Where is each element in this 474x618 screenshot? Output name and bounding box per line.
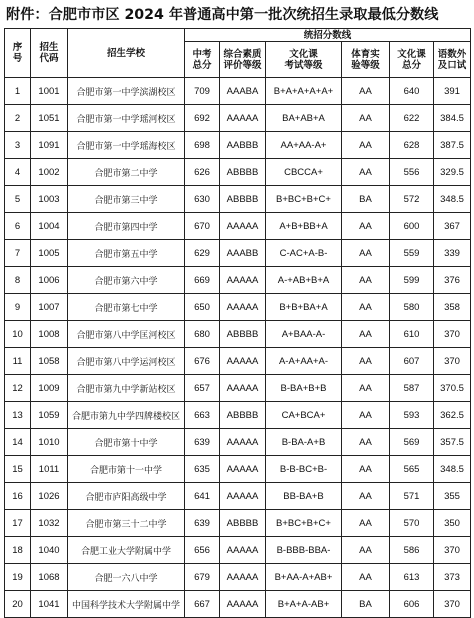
cell-culture-total: 586 <box>390 537 434 564</box>
cell-culture: B+A+A-AB+ <box>266 591 342 618</box>
cell-pe: AA <box>342 213 390 240</box>
cell-culture-total: 606 <box>390 591 434 618</box>
table-row <box>5 294 471 321</box>
cell-total: 626 <box>185 159 220 186</box>
cell-total: 667 <box>185 591 220 618</box>
cell-quality: ABBBB <box>220 510 266 537</box>
cell-quality: AAAAA <box>220 348 266 375</box>
cell-code: 1041 <box>31 591 68 618</box>
cell-culture: BA+AB+A <box>266 105 342 132</box>
cell-seq: 13 <box>5 402 31 429</box>
cell-seq: 2 <box>5 105 31 132</box>
cell-pe: AA <box>342 321 390 348</box>
cell-culture-total: 599 <box>390 267 434 294</box>
cell-school: 合肥市庐阳高级中学 <box>68 483 185 510</box>
table-row <box>5 105 471 132</box>
cell-seq: 20 <box>5 591 31 618</box>
cell-total: 709 <box>185 78 220 105</box>
cell-culture: B+B+BA+A <box>266 294 342 321</box>
cell-lang: 384.5 <box>434 105 471 132</box>
header-pe: 体育实 验等级 <box>342 42 390 78</box>
cell-pe: AA <box>342 159 390 186</box>
cell-total: 650 <box>185 294 220 321</box>
cell-school: 合肥市第九中学四牌楼校区 <box>68 402 185 429</box>
cell-code: 1005 <box>31 240 68 267</box>
table-row <box>5 159 471 186</box>
table-row <box>5 213 471 240</box>
cell-lang: 357.5 <box>434 429 471 456</box>
cell-lang: 329.5 <box>434 159 471 186</box>
table-row <box>5 483 471 510</box>
cell-culture: B-BBB-BBA- <box>266 537 342 564</box>
table-row <box>5 510 471 537</box>
cell-culture-total: 572 <box>390 186 434 213</box>
cell-pe: AA <box>342 132 390 159</box>
cell-pe: AA <box>342 267 390 294</box>
cell-lang: 339 <box>434 240 471 267</box>
cell-code: 1008 <box>31 321 68 348</box>
cell-quality: AAABB <box>220 240 266 267</box>
cell-code: 1009 <box>31 375 68 402</box>
cell-pe: AA <box>342 564 390 591</box>
cell-total: 676 <box>185 348 220 375</box>
cell-pe: AA <box>342 456 390 483</box>
cell-total: 698 <box>185 132 220 159</box>
cell-seq: 11 <box>5 348 31 375</box>
cell-code: 1001 <box>31 78 68 105</box>
cell-code: 1051 <box>31 105 68 132</box>
cell-seq: 12 <box>5 375 31 402</box>
table-row <box>5 348 471 375</box>
cell-school: 合肥市第一中学瑶海校区 <box>68 132 185 159</box>
cell-school: 中国科学技术大学附属中学 <box>68 591 185 618</box>
table-row <box>5 78 471 105</box>
cell-school: 合肥市第六中学 <box>68 267 185 294</box>
cell-school: 合肥市第一中学滨湖校区 <box>68 78 185 105</box>
cell-seq: 3 <box>5 132 31 159</box>
cell-culture-total: 556 <box>390 159 434 186</box>
cell-culture-total: 571 <box>390 483 434 510</box>
cell-culture: B+BC+B+C+ <box>266 186 342 213</box>
cell-school: 合肥市第十一中学 <box>68 456 185 483</box>
cell-code: 1003 <box>31 186 68 213</box>
cell-pe: AA <box>342 510 390 537</box>
cell-pe: AA <box>342 429 390 456</box>
cell-pe: AA <box>342 402 390 429</box>
cell-lang: 362.5 <box>434 402 471 429</box>
table-row <box>5 537 471 564</box>
cell-culture: CA+BCA+ <box>266 402 342 429</box>
cell-seq: 4 <box>5 159 31 186</box>
score-table <box>4 28 471 618</box>
cell-lang: 391 <box>434 78 471 105</box>
cell-culture-total: 569 <box>390 429 434 456</box>
cell-code: 1002 <box>31 159 68 186</box>
cell-school: 合肥市第八中学匡河校区 <box>68 321 185 348</box>
cell-seq: 16 <box>5 483 31 510</box>
cell-lang: 370 <box>434 348 471 375</box>
cell-total: 669 <box>185 267 220 294</box>
cell-seq: 18 <box>5 537 31 564</box>
cell-culture-total: 613 <box>390 564 434 591</box>
cell-culture-total: 640 <box>390 78 434 105</box>
cell-seq: 8 <box>5 267 31 294</box>
cell-quality: ABBBB <box>220 186 266 213</box>
table-row <box>5 186 471 213</box>
cell-pe: AA <box>342 105 390 132</box>
cell-quality: AAAAA <box>220 537 266 564</box>
cell-quality: ABBBB <box>220 159 266 186</box>
cell-culture: B+BC+B+C+ <box>266 510 342 537</box>
cell-pe: AA <box>342 294 390 321</box>
table-row <box>5 591 471 618</box>
cell-code: 1059 <box>31 402 68 429</box>
cell-school: 合肥市第一中学瑶河校区 <box>68 105 185 132</box>
cell-culture: CBCCA+ <box>266 159 342 186</box>
cell-pe: AA <box>342 375 390 402</box>
cell-culture-total: 565 <box>390 456 434 483</box>
cell-lang: 373 <box>434 564 471 591</box>
header-lang: 语数外 及口试 <box>434 42 471 78</box>
cell-quality: AAABA <box>220 78 266 105</box>
cell-culture-total: 559 <box>390 240 434 267</box>
table-row <box>5 456 471 483</box>
cell-school: 合肥市第五中学 <box>68 240 185 267</box>
cell-seq: 5 <box>5 186 31 213</box>
table-row <box>5 267 471 294</box>
cell-lang: 370.5 <box>434 375 471 402</box>
cell-quality: AAAAA <box>220 105 266 132</box>
cell-code: 1026 <box>31 483 68 510</box>
cell-quality: AABBB <box>220 132 266 159</box>
cell-culture: B-BA-A+B <box>266 429 342 456</box>
cell-lang: 348.5 <box>434 456 471 483</box>
cell-code: 1011 <box>31 456 68 483</box>
cell-school: 合肥市第三中学 <box>68 186 185 213</box>
cell-lang: 370 <box>434 321 471 348</box>
cell-culture: A-+AB+B+A <box>266 267 342 294</box>
table-row <box>5 402 471 429</box>
cell-quality: AAAAA <box>220 564 266 591</box>
cell-total: 641 <box>185 483 220 510</box>
cell-seq: 9 <box>5 294 31 321</box>
cell-code: 1058 <box>31 348 68 375</box>
cell-culture-total: 622 <box>390 105 434 132</box>
cell-culture-total: 580 <box>390 294 434 321</box>
cell-seq: 10 <box>5 321 31 348</box>
header-group: 统招分数线 <box>185 29 471 42</box>
cell-pe: AA <box>342 483 390 510</box>
cell-total: 635 <box>185 456 220 483</box>
cell-culture-total: 610 <box>390 321 434 348</box>
cell-culture-total: 628 <box>390 132 434 159</box>
cell-lang: 358 <box>434 294 471 321</box>
header-school: 招生学校 <box>68 29 185 78</box>
cell-school: 合肥市第七中学 <box>68 294 185 321</box>
table-row <box>5 132 471 159</box>
cell-school: 合肥市第三十二中学 <box>68 510 185 537</box>
cell-code: 1010 <box>31 429 68 456</box>
cell-quality: AAAAA <box>220 375 266 402</box>
cell-school: 合肥市第十中学 <box>68 429 185 456</box>
cell-pe: AA <box>342 537 390 564</box>
cell-seq: 14 <box>5 429 31 456</box>
page-title: 附件：合肥市市区 2024 年普通高中第一批次统招生录取最低分数线 <box>6 7 439 23</box>
header-seq: 序 号 <box>5 29 31 78</box>
cell-school: 合肥一六八中学 <box>68 564 185 591</box>
cell-culture-total: 587 <box>390 375 434 402</box>
cell-lang: 350 <box>434 510 471 537</box>
cell-school: 合肥市第八中学运河校区 <box>68 348 185 375</box>
cell-culture: C-AC+A-B- <box>266 240 342 267</box>
cell-total: 656 <box>185 537 220 564</box>
cell-pe: AA <box>342 78 390 105</box>
cell-culture: A+BAA-A- <box>266 321 342 348</box>
cell-code: 1091 <box>31 132 68 159</box>
cell-quality: ABBBB <box>220 321 266 348</box>
cell-quality: AAAAA <box>220 267 266 294</box>
cell-school: 合肥市第四中学 <box>68 213 185 240</box>
header-culture: 文化课 考试等级 <box>266 42 342 78</box>
cell-quality: AAAAA <box>220 294 266 321</box>
table-row <box>5 564 471 591</box>
cell-lang: 348.5 <box>434 186 471 213</box>
cell-lang: 370 <box>434 537 471 564</box>
cell-code: 1032 <box>31 510 68 537</box>
cell-quality: AAAAA <box>220 456 266 483</box>
cell-total: 639 <box>185 510 220 537</box>
cell-lang: 387.5 <box>434 132 471 159</box>
cell-code: 1040 <box>31 537 68 564</box>
cell-pe: AA <box>342 348 390 375</box>
cell-total: 663 <box>185 402 220 429</box>
table-row <box>5 429 471 456</box>
cell-lang: 370 <box>434 591 471 618</box>
cell-culture: BB-BA+B <box>266 483 342 510</box>
cell-total: 657 <box>185 375 220 402</box>
cell-culture: B+AA-A+AB+ <box>266 564 342 591</box>
cell-seq: 17 <box>5 510 31 537</box>
cell-total: 670 <box>185 213 220 240</box>
cell-seq: 1 <box>5 78 31 105</box>
cell-school: 合肥工业大学附属中学 <box>68 537 185 564</box>
cell-quality: AAAAA <box>220 591 266 618</box>
cell-school: 合肥市第二中学 <box>68 159 185 186</box>
cell-quality: AAAAA <box>220 213 266 240</box>
cell-lang: 376 <box>434 267 471 294</box>
cell-lang: 367 <box>434 213 471 240</box>
cell-lang: 355 <box>434 483 471 510</box>
cell-pe: BA <box>342 591 390 618</box>
header-culture-total: 文化课 总分 <box>390 42 434 78</box>
table-row <box>5 321 471 348</box>
cell-quality: ABBBB <box>220 402 266 429</box>
cell-culture-total: 600 <box>390 213 434 240</box>
cell-seq: 19 <box>5 564 31 591</box>
header-code: 招生 代码 <box>31 29 68 78</box>
cell-culture-total: 593 <box>390 402 434 429</box>
cell-culture-total: 607 <box>390 348 434 375</box>
cell-code: 1007 <box>31 294 68 321</box>
cell-pe: BA <box>342 186 390 213</box>
cell-total: 629 <box>185 240 220 267</box>
header-total: 中考 总分 <box>185 42 220 78</box>
cell-culture: B-B-BC+B- <box>266 456 342 483</box>
header-quality: 综合素质 评价等级 <box>220 42 266 78</box>
cell-culture: B-BA+B+B <box>266 375 342 402</box>
cell-total: 630 <box>185 186 220 213</box>
cell-school: 合肥市第九中学新站校区 <box>68 375 185 402</box>
cell-culture: A-A+AA+A- <box>266 348 342 375</box>
cell-culture: B+A+A+A+A+ <box>266 78 342 105</box>
cell-seq: 7 <box>5 240 31 267</box>
cell-seq: 15 <box>5 456 31 483</box>
cell-total: 680 <box>185 321 220 348</box>
cell-total: 639 <box>185 429 220 456</box>
cell-pe: AA <box>342 240 390 267</box>
cell-seq: 6 <box>5 213 31 240</box>
cell-code: 1068 <box>31 564 68 591</box>
cell-culture: A+B+BB+A <box>266 213 342 240</box>
cell-culture-total: 570 <box>390 510 434 537</box>
cell-total: 692 <box>185 105 220 132</box>
cell-code: 1006 <box>31 267 68 294</box>
table-row <box>5 375 471 402</box>
cell-quality: AAAAA <box>220 429 266 456</box>
cell-culture: AA+AA-A+ <box>266 132 342 159</box>
table-row <box>5 240 471 267</box>
cell-total: 679 <box>185 564 220 591</box>
cell-code: 1004 <box>31 213 68 240</box>
cell-quality: AAAAA <box>220 483 266 510</box>
